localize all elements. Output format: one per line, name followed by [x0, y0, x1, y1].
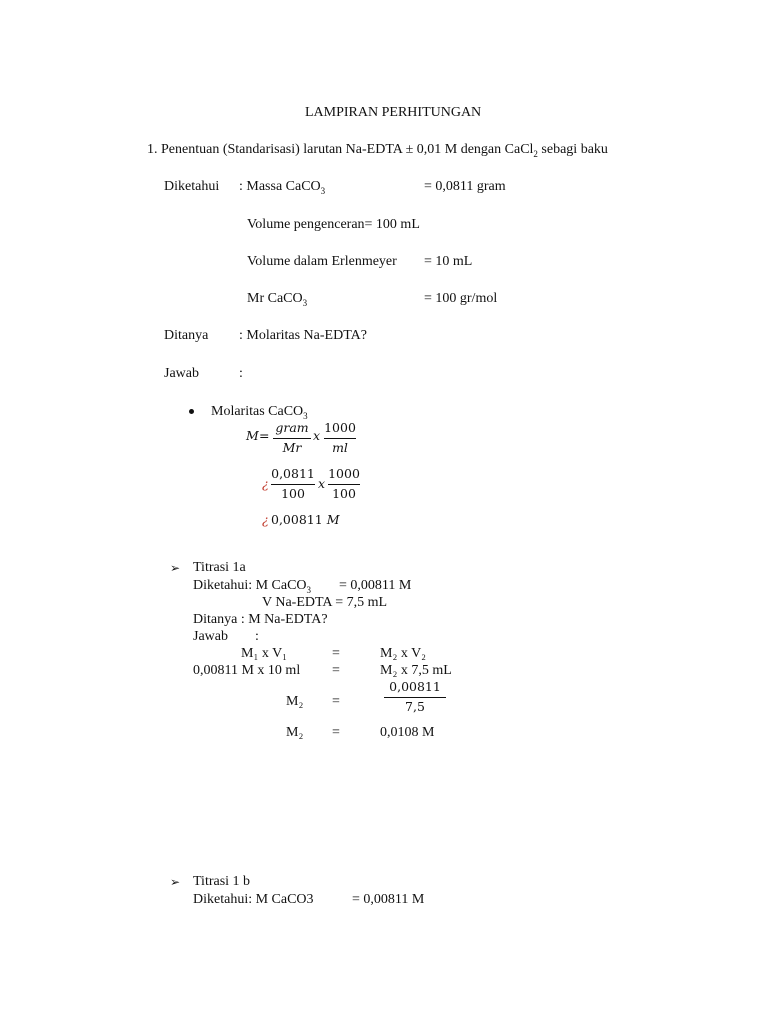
- eq2-times: x: [318, 476, 326, 491]
- titrasi-1b-title: Titrasi 1 b: [193, 874, 251, 889]
- titrasi-1a-title: Titrasi 1a: [193, 560, 246, 575]
- calc-row-4-left: M₂: [286, 725, 304, 740]
- diketahui-item-volume-pengenceran: Volume pengenceran= 100 mL: [247, 217, 420, 232]
- calc-row-1-left: M₁ x V₁: [241, 646, 288, 661]
- calc-row-1-eq: =: [332, 646, 340, 661]
- section-heading: [147, 143, 608, 159]
- subscript: 2: [533, 148, 538, 159]
- eq2-symbol: ¿: [262, 476, 269, 491]
- titrasi-1a-ditanya: Ditanya : M Na-EDTA?: [193, 612, 328, 627]
- calc-row-4-right: 0,0108 M: [380, 725, 435, 740]
- diketahui-item-mr: Mr CaCO$_3$: [247, 291, 308, 308]
- section-heading-tail: sebagi baku: [537, 142, 608, 157]
- diketahui-item-massa: : Massa CaCO$_3$: [239, 179, 326, 196]
- jawab-label: Jawab: [164, 366, 199, 381]
- eq1-lhs: M: [246, 428, 259, 443]
- eq1-fraction-2: 1000 ml: [324, 420, 356, 455]
- calc-row-3-left: M₂: [286, 694, 304, 709]
- eq2-fraction-1: 0,0811 100: [271, 466, 315, 501]
- bullet-icon: [189, 409, 194, 414]
- titrasi-1a-jawab: Jawab: [193, 629, 228, 644]
- calc-row-3-eq: =: [332, 694, 340, 709]
- titrasi-1b-diketahui-value: = 0,00811 M: [352, 892, 425, 907]
- titrasi-1a-volume: V Na-EDTA = 7,5 mL: [262, 595, 388, 610]
- calc-row-2-right: M₂ x 7,5 mL: [380, 663, 452, 678]
- ditanya-value: : Molaritas Na-EDTA?: [239, 328, 367, 343]
- section-heading-text: Penentuan (Standarisasi) larutan Na-EDTA ± 0,01 M dengan CaCl: [161, 142, 534, 157]
- eq1-fraction-1: gram Mr: [273, 422, 311, 454]
- section-number: 1.: [147, 142, 158, 157]
- diketahui-label: Diketahui: [164, 179, 220, 194]
- diketahui-value-mr: = 100 gr/mol: [424, 291, 498, 306]
- eq2-fraction-2: 1000 100: [328, 466, 360, 501]
- calc-row-2-eq: =: [332, 663, 340, 678]
- molaritas-label: Molaritas CaCO$_3$: [211, 404, 308, 421]
- titrasi-1a-diketahui: Diketahui: M CaCO$_3$: [193, 578, 312, 595]
- diketahui-item-volume-erlenmeyer: Volume dalam Erlenmeyer: [247, 254, 397, 269]
- page-title: LAMPIRAN PERHITUNGAN: [305, 105, 482, 120]
- arrow-bullet-icon: ➢: [170, 561, 181, 575]
- calc-row-4-eq: =: [332, 725, 340, 740]
- arrow-bullet-icon: ➢: [170, 875, 181, 889]
- eq1-equals: =: [259, 428, 270, 443]
- eq1-times: x: [313, 428, 321, 443]
- jawab-colon: :: [239, 366, 243, 381]
- titrasi-1a-diketahui-value: = 0,00811 M: [339, 578, 412, 593]
- calc-row-3-fraction: 0,00811 7,5: [384, 681, 446, 713]
- calc-row-2-left: 0,00811 M x 10 ml: [193, 663, 301, 678]
- diketahui-value-volume-erlenmeyer: = 10 mL: [424, 254, 473, 269]
- titrasi-1a-jawab-colon: :: [255, 629, 259, 644]
- diketahui-value-massa: = 0,0811 gram: [424, 179, 506, 194]
- eq3-value: 0,00811 M: [271, 512, 340, 527]
- titrasi-1b-diketahui: Diketahui: M CaCO3: [193, 892, 314, 907]
- calc-row-1-right: M₂ x V₂: [380, 646, 427, 661]
- ditanya-label: Ditanya: [164, 328, 209, 343]
- eq3-symbol: ¿: [262, 512, 269, 527]
